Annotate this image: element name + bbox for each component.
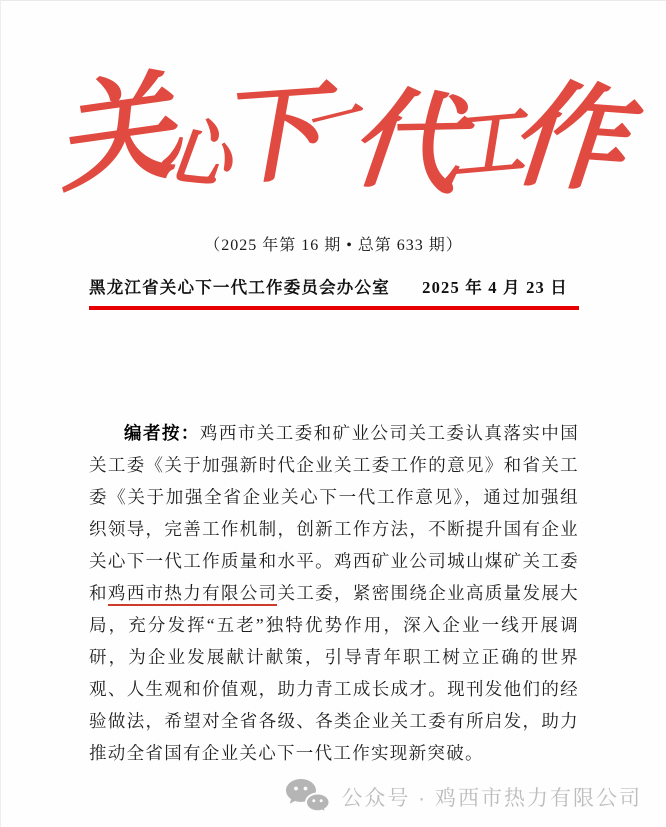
- masthead-info-row: [89, 274, 578, 298]
- highlighted-company-name: 鸡西市热力有限公司: [108, 583, 278, 606]
- body-text-before-highlight: 鸡西市关工委和矿业公司关工委认真落实中国关工委《关于加强新时代企业关工委工作的意见》和省关工委《关于加强全省企业关心下一代工作意见》，通过加强组织领导，完善工作机制，创新工作方法，不断提升国有企业关心下一代工作质量和水平。鸡西矿业公司城山煤矿关工委和: [89, 423, 580, 603]
- body-text-after-highlight: 关工委，紧密围绕企业高质量发展大局，充分发挥“五老”独特优势作用，深入企业一线开展调研，为企业发展献计献策，引导青年职工树立正确的世界观、人生观和价值观，助力青工成长成才。现刊发他们的经验做法，希望对全省各级、各类企业关工委有所启发，助力推动全省国有企业关心下一代工作实现新突破。: [89, 583, 579, 763]
- wechat-watermark: [284, 778, 642, 815]
- calligraphy-char: 心: [153, 110, 221, 197]
- editor-note-paragraph: [89, 417, 579, 769]
- issue-line: （2025 年第 16 期 • 总第 633 期）: [204, 237, 463, 254]
- calligraphy-char: 工: [443, 100, 514, 191]
- calligraphy-char: 下: [213, 74, 314, 198]
- calligraphy-char: 关: [47, 65, 168, 208]
- calligraphy-char: 一: [298, 87, 354, 158]
- editor-note-label: 编者按：: [124, 423, 200, 443]
- wechat-icon: [284, 778, 330, 815]
- watermark-text: 公众号 · 鸡西市热力有限公司: [341, 786, 642, 810]
- organization-name: 黑龙江省关心下一代工作委员会办公室: [89, 278, 390, 297]
- calligraphy-title: [1, 53, 666, 228]
- calligraphy-char: 代: [346, 76, 452, 207]
- red-divider-rule: [89, 306, 579, 310]
- calligraphy-char: 作: [505, 70, 616, 206]
- issue-date: 2025 年 4 月 23 日: [422, 278, 568, 297]
